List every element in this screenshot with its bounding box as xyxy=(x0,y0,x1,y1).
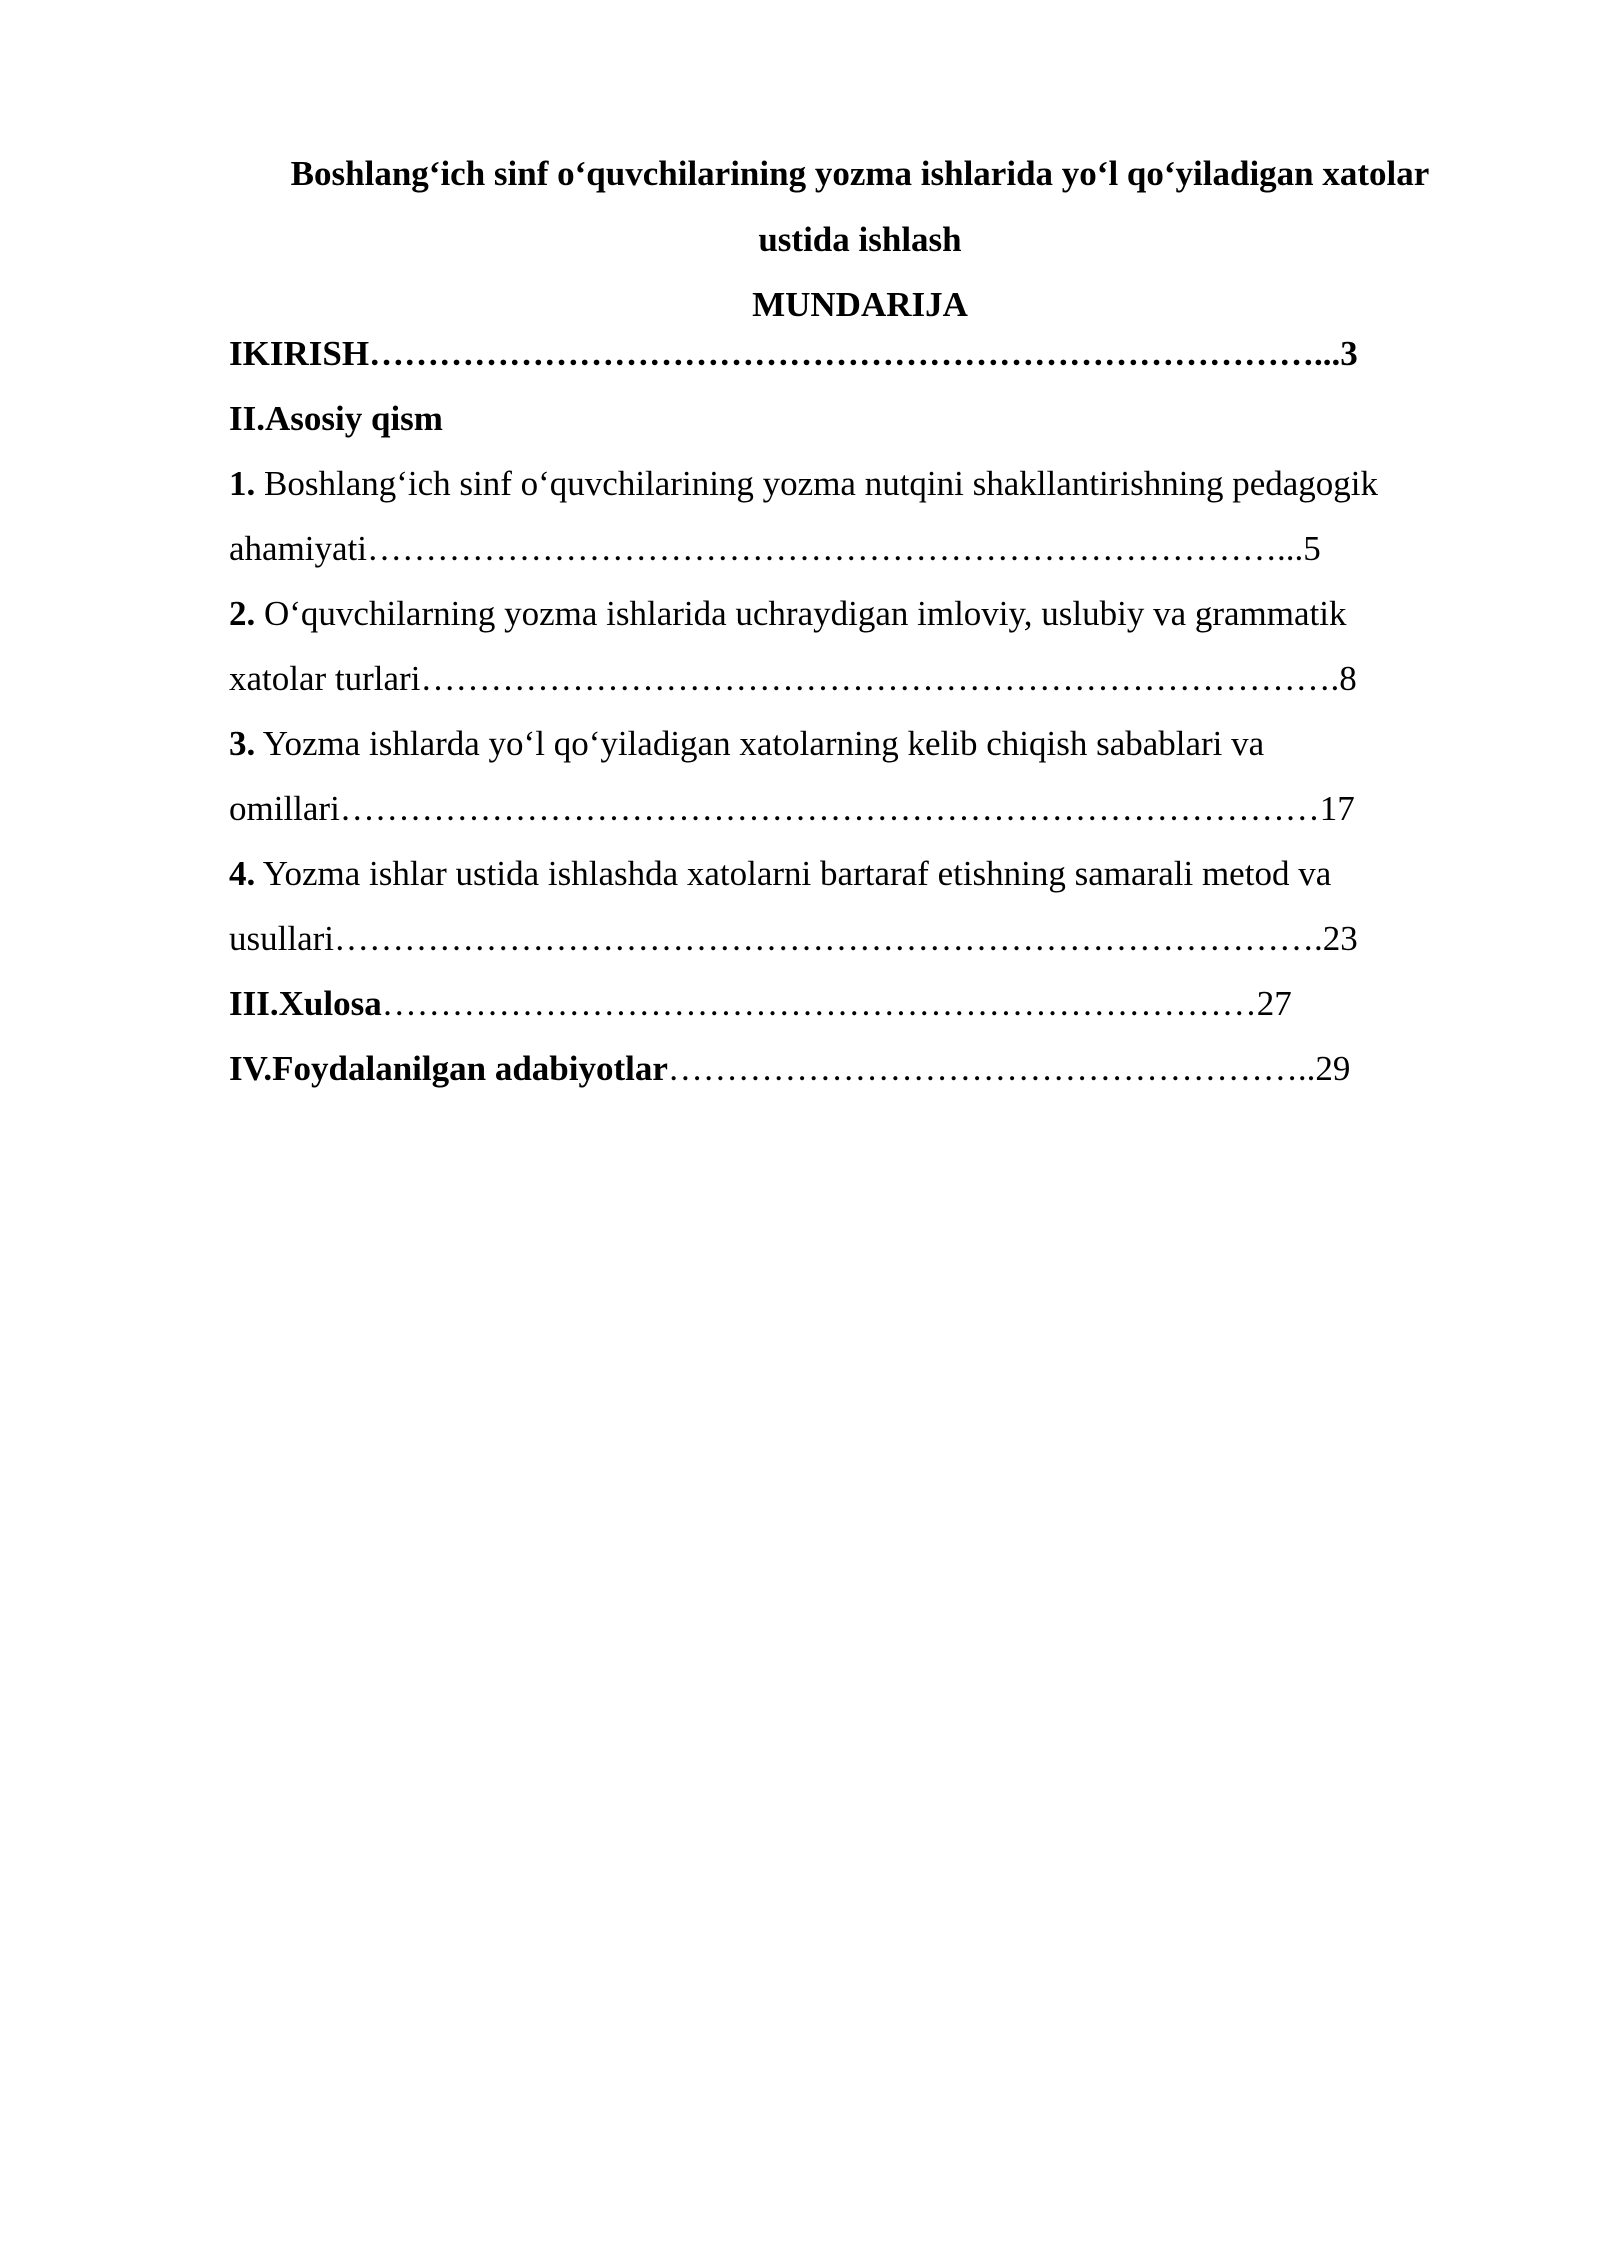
toc-entry-4-title: Yozma ishlar ustida ishlashda xatolarni bartaraf etishning samarali metod va xyxy=(255,854,1332,893)
toc-entry-1-continuation: ahamiyati……………………………………………………………………...5 xyxy=(229,529,1321,568)
toc-entry-4-number: 4. xyxy=(229,854,256,893)
toc-entry-intro: IKIRISH………………………………………………………………………...3 xyxy=(229,334,1358,373)
toc-entry-3-title: Yozma ishlarda yo‘l qo‘yiladigan xatolarning kelib chiqish sabablari va xyxy=(255,724,1265,763)
toc-entry-1-number: 1. xyxy=(229,464,256,503)
toc-entry-2 xyxy=(229,592,1346,636)
toc-entry-conclusion-label: III.Xulosa xyxy=(229,984,382,1023)
toc-entry-1 xyxy=(229,462,1378,506)
toc-entry-2-continuation: xatolar turlari…………………………………………………………………….8 xyxy=(229,659,1357,698)
toc-entry-4-continuation: usullari………………………………………………………………………….23 xyxy=(229,919,1358,958)
toc-entry-references-label: IV.Foydalanilgan adabiyotlar xyxy=(229,1049,668,1088)
toc-entry-3 xyxy=(229,722,1264,766)
toc-entry-references xyxy=(229,1047,1350,1091)
toc-entry-2-title: O‘quvchilarning yozma ishlarida uchraydigan imloviy, uslubiy va grammatik xyxy=(255,594,1347,633)
toc-entry-main-part: II.Asosiy qism xyxy=(229,399,443,438)
document-title-line-2: ustida ishlash xyxy=(758,220,962,259)
toc-entry-3-continuation: omillari…………………………………………………………………………17 xyxy=(229,789,1355,828)
toc-entry-conclusion xyxy=(229,982,1292,1026)
toc-entry-3-number: 3. xyxy=(229,724,256,763)
toc-entry-4 xyxy=(229,852,1331,896)
document-title-line-1: Boshlang‘ich sinf o‘quvchilarining yozma ishlarida yo‘l qo‘yiladigan xatolar xyxy=(290,154,1430,193)
toc-entry-references-leader: ………………………………………………..29 xyxy=(667,1049,1351,1088)
contents-heading: MUNDARIJA xyxy=(752,285,968,324)
toc-entry-conclusion-leader: …………………………………………………………………27 xyxy=(381,984,1292,1023)
toc-entry-1-title: Boshlang‘ich sinf o‘quvchilarining yozma nutqini shakllantirishning pedagogik xyxy=(255,464,1378,503)
toc-entry-2-number: 2. xyxy=(229,594,256,633)
